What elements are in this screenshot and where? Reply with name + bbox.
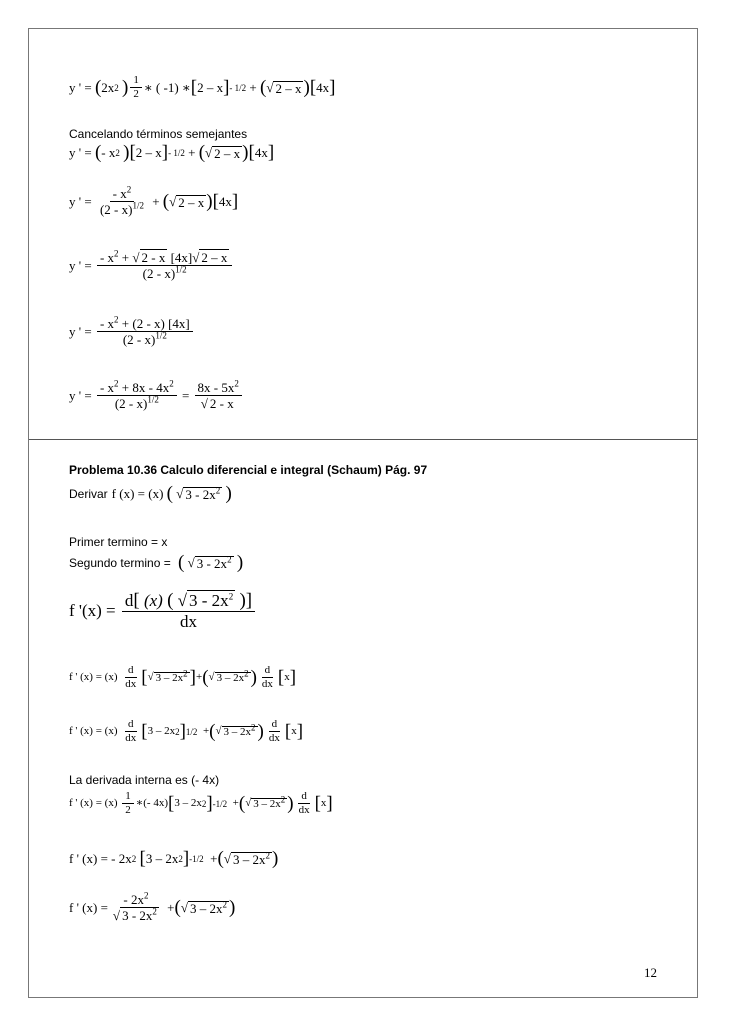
equation-12: f ' (x) = (x) $\frac{1}{2}$ ∗(- 4x) [ 3 – 2x 2 ] -1/2 + ( √ $3 - 2x^2$ ) $\frac{d}{dx}$ [ x ] (69, 790, 333, 816)
equation-10: f ' (x) = (x) $\frac{d}{dx}$ [ √ $3 - 2x^2$ ] + ( √ $3 - 2x^2$ ) $\frac{d}{dx}$ [ x ] (69, 664, 297, 690)
text-derivada-interna: La derivada interna es (- 4x) (69, 773, 220, 787)
text-cancelando: Cancelando términos semejantes (69, 127, 248, 141)
equation-14: f ' (x) = $\frac{- 2x^2}{√ 3 - 2x^2}$ + ( √ $3 - 2x^2$ ) (69, 890, 236, 923)
equation-2: y ' = ( - x 2 ) [ 2 – x ] - 1/2 + ( √ 2 – x ) [ 4x ] (69, 142, 275, 163)
problem-title: Problema 10.36 Calculo diferencial e integral (Schaum) Pág. 97 (69, 463, 428, 477)
equation-13: f ' (x) = - 2x 2 [ 3 – 2x 2 ] -1/2 + ( √ $3 - 2x^2$ ) (69, 848, 279, 869)
equation-6: y ' = $\frac{- x^2 + 8x - 4x^2}{(2 - x)^{1/2}}$ = $\frac{8x - 5x^2}{√ 2 - x}$ (69, 381, 244, 410)
equation-9: f '(x) = $\frac{d[ (x) ( √ 3 - 2x^2 )]}{dx}$ (69, 591, 257, 630)
equation-7: Derivar f (x) = (x) ( √ $3 - 2x^2$ ) (69, 483, 232, 504)
page-number: 12 (644, 965, 657, 980)
text-primer-termino: Primer termino = x (69, 535, 168, 549)
document-page (28, 28, 698, 998)
equation-5: y ' = $\frac{- x^2 + (2 - x) [4x]}{(2 - x)^{1/2}}$ (69, 317, 195, 346)
section-divider (29, 439, 697, 440)
equation-3: y ' = $\frac{- x^2}{(2 - x)^{1/2}}$ + ( √ 2 – x ) [ 4x ] (69, 184, 239, 217)
equation-4: y ' = $\frac{- x^2 + √ 2 - x [4x]√ 2 - x}{(2 - x)^{1/2}}$ (69, 251, 234, 280)
equation-11: f ' (x) = (x) $\frac{d}{dx}$ [ 3 – 2x 2 ] 1/2 + ( √ $3 - 2x^2$ ) $\frac{d}{dx}$ [ x ] (69, 718, 304, 744)
equation-8: Segundo termino = ( √ $3 - 2x^2$ ) (69, 552, 244, 573)
equation-1: y ' = ( 2x 2 ) $\frac{1}{2}$ ∗ ( -1) ∗ [ 2 – x ] - 1/2 + ( √ 2 – x ) [ 4x ] (69, 74, 336, 100)
